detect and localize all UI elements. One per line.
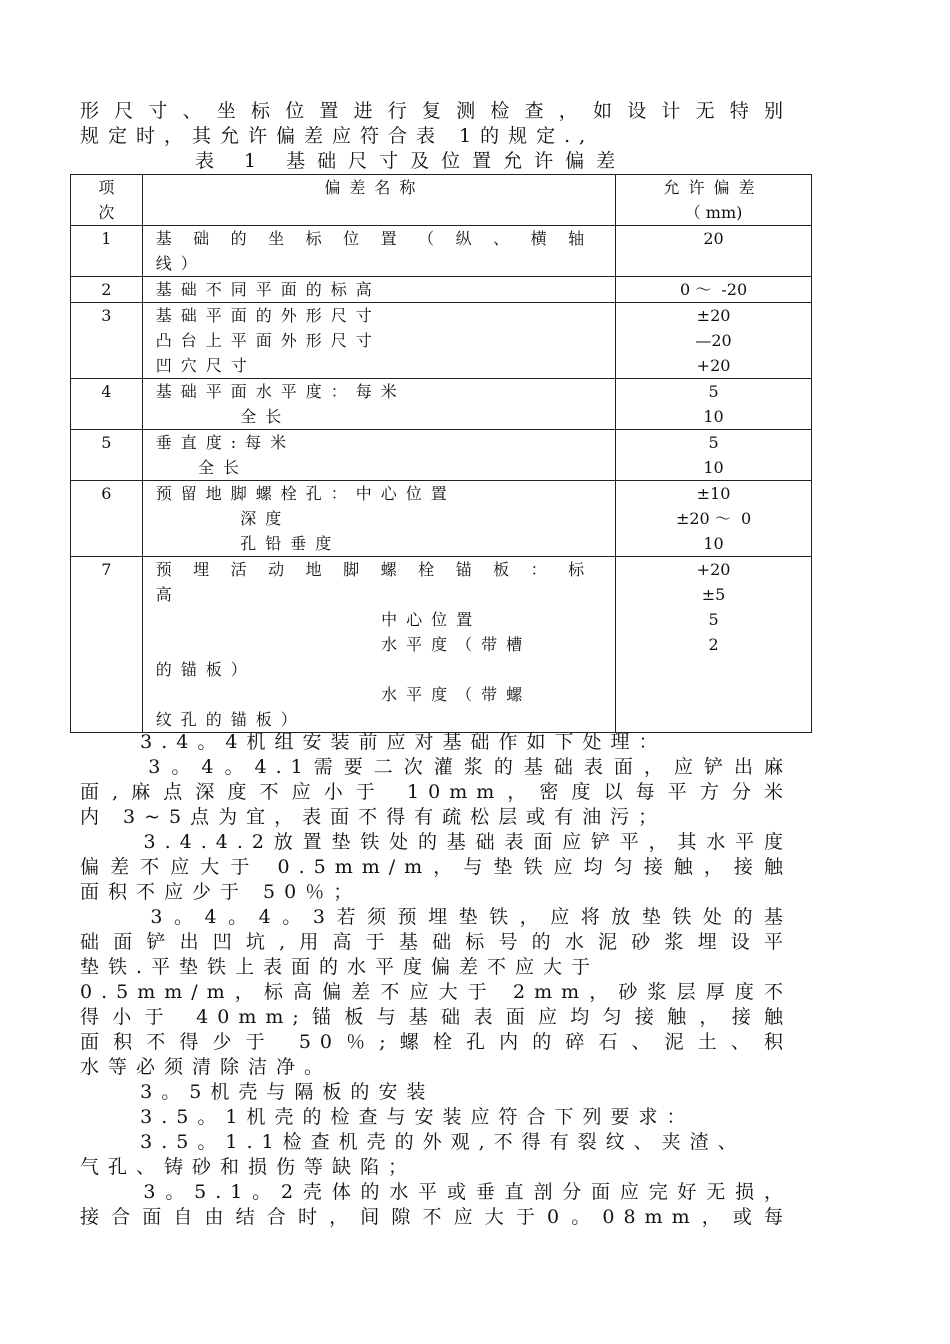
intro-line-2: 规定时，其允许偏差应符合表 1的规定., <box>80 125 595 147</box>
body-line-12: 得小于 40mm;锚板与基础表面应均匀接触，接触 <box>80 1006 792 1028</box>
row-no: 2 <box>71 277 143 303</box>
name-line: 水平度（带螺 <box>155 685 532 704</box>
name-line: 的锚板） <box>155 660 256 679</box>
tol-line: 0 ～ -20 <box>679 280 748 299</box>
table-row <box>71 303 812 379</box>
row-name <box>142 303 615 379</box>
tol-line: ±20 <box>696 306 731 325</box>
body-line-14: 水等必须清除洁净。 <box>80 1056 333 1078</box>
header-no-line-1: 项 <box>98 178 115 197</box>
body-line-5: 3.4.4.2放置垫铁处的基础表面应铲平，其水平度 <box>80 831 792 853</box>
body-line-19: 3。5.1。2壳体的水平或垂直剖分面应完好无损， <box>80 1181 792 1203</box>
tol-line: 5 <box>708 382 719 401</box>
row-no: 1 <box>71 226 143 277</box>
row-no: 4 <box>71 379 143 430</box>
body-line-4: 内 3~5点为宜，表面不得有疏松层或有油污； <box>80 806 667 828</box>
row-name <box>142 226 615 277</box>
name-line: 凸台上平面外形尺寸 <box>155 331 381 350</box>
tol-line: 20 <box>703 229 724 248</box>
body-line-7: 面积不应少于 50％； <box>80 881 362 903</box>
table-row <box>71 226 812 277</box>
tol-line: ±5 <box>701 585 726 604</box>
table-row <box>71 557 812 733</box>
row-tolerance <box>616 481 812 557</box>
name-line: 中心位置 <box>155 610 482 629</box>
row-tolerance <box>616 277 812 303</box>
row-name <box>142 379 615 430</box>
name-line: 垂直度:每米 <box>155 433 296 452</box>
body-line-8: 3。4。4。3若须预埋垫铁，应将放垫铁处的基 <box>80 906 792 928</box>
table-row <box>71 481 812 557</box>
body-line-1: 3.4。4机组安装前应对基础作如下处理： <box>80 731 667 753</box>
body-line-17: 3.5。1.1检查机壳的外观,不得有裂纹、夹渣、 <box>80 1131 746 1153</box>
body-line-10: 垫铁.平垫铁上表面的水平度偏差不应大于 <box>80 956 600 978</box>
header-name: 偏差名称 <box>142 175 615 226</box>
body-line-6: 偏差不应大于 0.5mm/m，与垫铁应均匀接触，接触 <box>80 856 792 878</box>
tol-line: 10 <box>703 534 724 553</box>
row-no: 3 <box>71 303 143 379</box>
row-tolerance <box>616 557 812 733</box>
name-line: 预埋活动地脚螺栓锚板：标 <box>155 560 594 579</box>
name-line: 凹穴尺寸 <box>155 356 256 375</box>
header-tol-line-1: 允许偏差 <box>663 178 764 197</box>
row-name <box>142 430 615 481</box>
tol-line: ±10 <box>696 484 731 503</box>
name-line: 基础的坐标位置（纵、横轴 <box>155 229 594 248</box>
name-line: 基础不同平面的标高 <box>155 280 381 299</box>
row-name <box>142 277 615 303</box>
body-line-11: 0.5mm/m，标高偏差不应大于 2mm，砂浆层厚度不 <box>80 981 792 1003</box>
row-tolerance <box>616 303 812 379</box>
tol-line: +20 <box>696 560 731 579</box>
row-tolerance <box>616 379 812 430</box>
tol-line: 10 <box>703 407 724 426</box>
body-line-13: 面积不得少于 50％;螺栓孔内的碎石、泥土、积 <box>80 1031 792 1053</box>
name-line: 线） <box>155 254 206 273</box>
row-name <box>142 557 615 733</box>
body-line-15: 3。5机壳与隔板的安装 <box>80 1081 435 1103</box>
body-line-16: 3.5。1机壳的检查与安装应符合下列要求： <box>80 1106 695 1128</box>
name-line: 基础平面水平度：每米 <box>155 382 406 401</box>
name-line: 高 <box>155 585 181 604</box>
row-name <box>142 481 615 557</box>
tol-line: ±20 ～ 0 <box>675 509 752 528</box>
tol-line: 2 <box>708 635 719 654</box>
table-row <box>71 277 812 303</box>
header-no-line-2: 次 <box>98 203 115 222</box>
row-no: 7 <box>71 557 143 733</box>
name-line: 孔铅垂度 <box>155 534 341 553</box>
name-line: 水平度（带槽 <box>155 635 532 654</box>
name-line: 纹孔的锚板） <box>155 710 306 729</box>
header-no <box>71 175 143 226</box>
row-no: 6 <box>71 481 143 557</box>
table-row <box>71 430 812 481</box>
table-header-row <box>71 175 812 226</box>
table-row <box>71 379 812 430</box>
body-line-3: 面,麻点深度不应小于 10mm，密度以每平方分米 <box>80 781 792 803</box>
header-tolerance <box>616 175 812 226</box>
name-line: 预留地脚螺栓孔：中心位置 <box>155 484 456 503</box>
table-caption: 表 1 基础尺寸及位置允许偏差 <box>195 150 628 172</box>
name-line: 深度 <box>155 509 291 528</box>
row-tolerance <box>616 226 812 277</box>
tol-line: —20 <box>695 331 732 350</box>
tol-line: 5 <box>708 610 719 629</box>
tol-line: +20 <box>696 356 731 375</box>
header-tol-line-2: （ mm) <box>684 203 743 222</box>
body-line-18: 气孔、铸砂和损伤等缺陷； <box>80 1156 417 1178</box>
tolerance-table <box>70 174 812 733</box>
tol-line: 10 <box>703 458 724 477</box>
body-line-2: 3。4。4.1需要二次灌浆的基础表面，应铲出麻 <box>80 756 792 778</box>
name-line: 全长 <box>155 407 291 426</box>
tol-line: 5 <box>708 433 719 452</box>
name-line: 全长 <box>155 458 248 477</box>
body-line-20: 接合面自由结合时，间隙不应大于0。08mm，或每 <box>80 1206 792 1228</box>
row-tolerance <box>616 430 812 481</box>
body-line-9: 础面铲出凹坑,用高于基础标号的水泥砂浆埋设平 <box>80 931 792 953</box>
name-line: 基础平面的外形尺寸 <box>155 306 381 325</box>
row-no: 5 <box>71 430 143 481</box>
intro-line-1: 形尺寸、坐标位置进行复测检查，如设计无特别 <box>80 100 792 122</box>
